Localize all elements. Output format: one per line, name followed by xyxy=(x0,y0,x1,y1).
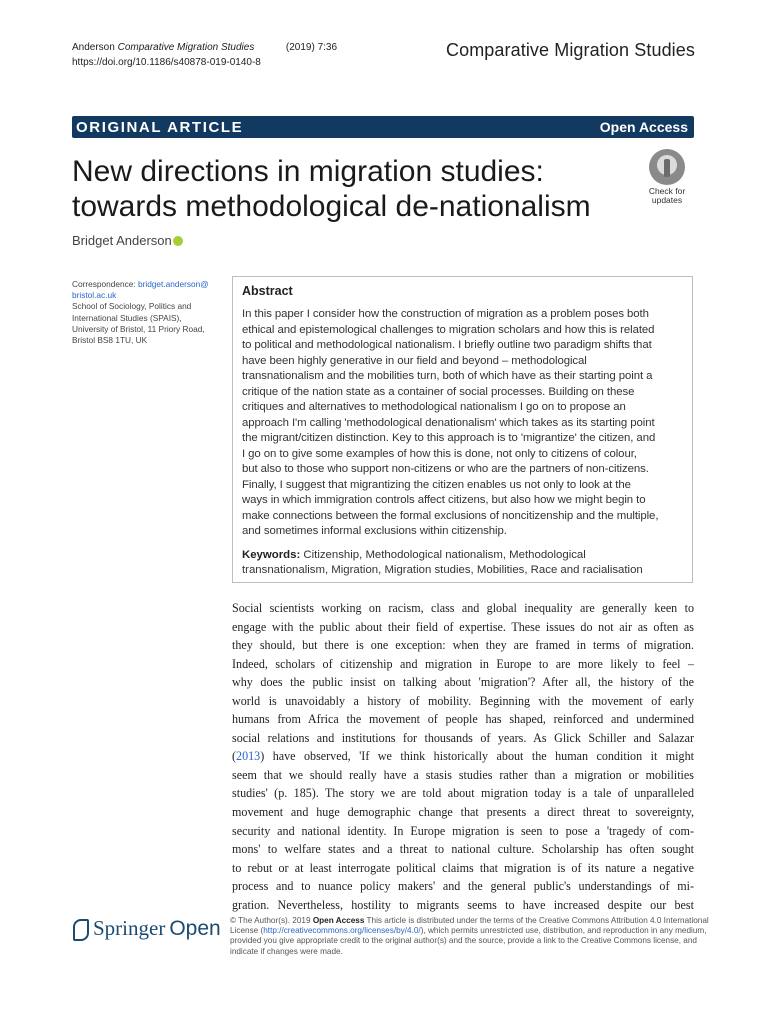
header-volume: (2019) 7:36 xyxy=(285,42,338,53)
article-title xyxy=(72,154,612,224)
check-updates-icon xyxy=(649,149,685,185)
author-name: Bridget Anderson xyxy=(72,233,172,248)
body-line: (2013) have observed, 'If we think historically about the human condition it might xyxy=(232,749,694,764)
affiliation-line: School of Sociology, Politics and xyxy=(72,301,192,312)
citation-link[interactable]: 2013 xyxy=(236,749,261,764)
check-for-updates-badge[interactable] xyxy=(641,149,693,205)
body-line: world is unavoidably a history of mobility. Beginning with the movement of early xyxy=(232,693,694,708)
license-notice: © The Author(s). 2019 Open Access This article is distributed under the terms of the Creative Commons Attribution 4.0 International License (http://creativecommons.org/licenses/by/4.0/), which permits unrestricted use, distribution, and reproduction in any medium, provided you give appropriate credit to the original author(s) and the source, provide a link to the Creative Commons license, and indicate if changes were made. xyxy=(230,916,709,956)
body-line: studies' (p. 185). The story we are told about migration today is a tale of unparalleled xyxy=(232,786,694,801)
header-author: Anderson xyxy=(72,42,115,53)
body-line: engage with the public about their field of expertise. These issues do not air as often as xyxy=(232,619,694,634)
springer-open-logo: Springer Open xyxy=(72,916,221,941)
title-line: New directions in migration studies: xyxy=(72,155,544,188)
email-link-cont[interactable]: bristol.ac.uk xyxy=(72,290,117,301)
email-link[interactable]: bridget.anderson@ xyxy=(137,279,209,289)
springer-horse-icon xyxy=(72,917,88,941)
body-line: gration. Nevertheless, hostility to migrants seems to have increased despite our best xyxy=(232,897,694,912)
affiliation-line: International Studies (SPAIS), xyxy=(72,312,182,323)
affiliation-line: University of Bristol, 11 Priory Road, xyxy=(72,323,205,334)
header-journal: Comparative Migration Studies xyxy=(117,42,255,53)
abstract-box xyxy=(232,276,693,583)
article-type-band xyxy=(72,116,694,138)
correspondence-label: Correspondence: xyxy=(72,279,138,289)
body-line: Social scientists working on racism, class and global inequality are generally keen to xyxy=(232,601,694,615)
body-line: they should, but there is one exception: when they are framed in terms of migration. xyxy=(232,638,694,653)
abstract-body: In this paper I consider how the construction of migration as a problem poses both ethical and epistemological challenges to migration scholars and how this is related to political and methodological nationalism. I briefly outline two paradigm shifts that have been highly generative in our field and beyond – methodological transnationalism and the mobilities turn, both of which have as their starting point a critique of the nation state as a container of social processes. Building on these critiques and alternatives to methodological nationalism I go on to propose an approach I'm calling 'methodological denationalism' which takes as its starting point the migrant/citizen distinction. Key to this approach is to 'migrantize' the citizen, and I go on to give some examples of how this is done, not only to citizens of colour, but also to those who support non-citizens or who are the partners of non-citizens. Finally, I suggest that migrantizing the citizen enables us not only to look at the ways in which immigration controls affect citizens, but also how we might begin to make connections between the formal exclusions of noncitizenship and the multiple, and sometimes informal exclusions within citizenship. xyxy=(242,308,659,537)
title-line: towards methodological de-nationalism xyxy=(72,190,591,223)
affiliation-line: Bristol BS8 1TU, UK xyxy=(72,335,148,346)
author-line xyxy=(72,233,183,248)
open-access-label: Open Access xyxy=(599,119,688,135)
running-header xyxy=(72,40,337,70)
body-line: mons' to welfare states and a threat to national culture. Scholarship has often sought xyxy=(232,842,694,857)
body-line: movement and huge demographic change that presents a direct threat to sovereignty, xyxy=(232,805,694,820)
body-line: seem that we should really have a stasis studies rather than a migration or mobilities xyxy=(232,767,694,782)
body-line: Indeed, scholars of citizenship and migration in Europe to are more likely to feel – xyxy=(232,656,694,671)
keywords: Keywords: Citizenship, Methodological nationalism, Methodological transnationalism, Migration, Migration studies, Mobilities, Race and racialisation xyxy=(242,548,643,576)
check-updates-label: Check for updates xyxy=(648,186,686,205)
license-link[interactable]: http://creativecommons.org/licenses/by/4.0/ xyxy=(263,926,421,936)
article-type-label: ORIGINAL ARTICLE xyxy=(76,118,244,136)
body-line: humans from Africa the movement of people has shaped, reinforced and undermined xyxy=(232,712,694,727)
journal-name: Comparative Migration Studies xyxy=(445,40,695,60)
header-doi[interactable]: https://doi.org/10.1186/s40878-019-0140-8 xyxy=(72,57,261,68)
body-line: to rebut or at least interrogate political claims that migration is of its nature a negative xyxy=(232,860,694,875)
body-line: social relations and institutions for thousands of years. As Glick Schiller and Salazar xyxy=(232,730,694,745)
abstract-heading: Abstract xyxy=(242,284,293,298)
keywords-label: Keywords: xyxy=(242,548,301,561)
body-line: security and national identity. In Europe migration is seen to pose a 'tragedy of com- xyxy=(232,823,694,838)
correspondence-info xyxy=(72,279,222,346)
body-line: process and to nuance policy makers' and the general public's understandings of mi- xyxy=(232,879,694,894)
body-line: why does the public insist on talking about 'migration'? After all, the history of the xyxy=(232,675,694,690)
orcid-icon[interactable] xyxy=(173,236,183,246)
body-text xyxy=(232,599,694,914)
